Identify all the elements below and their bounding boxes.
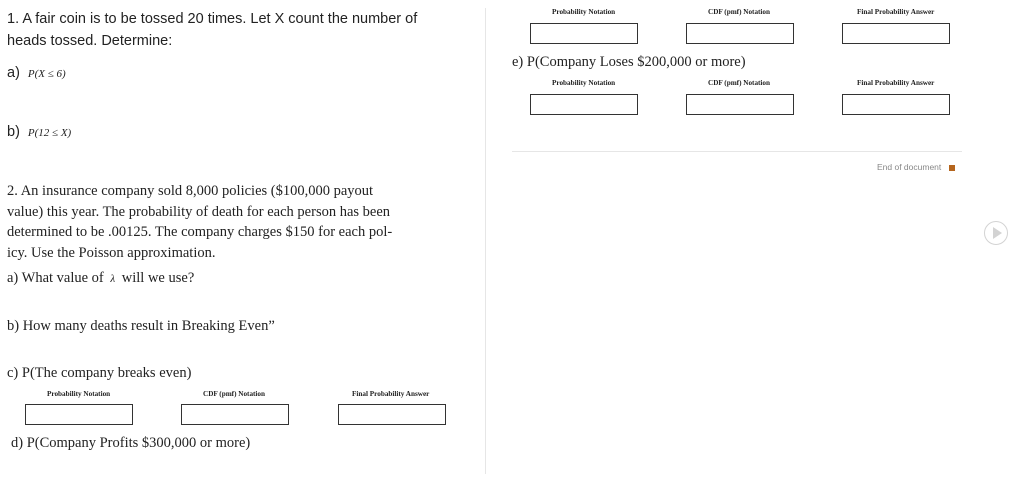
q1-part-b-expression: P(12 ≤ X)	[27, 127, 72, 139]
q2-part-a	[7, 268, 194, 290]
q2-prompt-line-2: value) this year. The probability of death for each person has been	[7, 203, 391, 220]
c-final-answer-label: Final Probability Answer	[352, 390, 430, 398]
c-final-answer-box[interactable]	[338, 404, 446, 425]
q1-part-b	[7, 121, 71, 143]
q1-line-2: heads tossed. Determine:	[7, 33, 173, 49]
c-prob-notation-box[interactable]	[25, 404, 133, 425]
q1-part-a	[7, 62, 66, 84]
e-cdf-notation-box[interactable]	[686, 94, 794, 115]
d-cdf-notation-label: CDF (pmf) Notation	[708, 8, 771, 16]
c-prob-notation-label: Probability Notation	[47, 390, 111, 398]
d-cdf-notation-box[interactable]	[686, 23, 794, 44]
e-final-answer-box[interactable]	[842, 94, 950, 115]
q2-prompt	[7, 181, 447, 263]
q2-part-a-text-after: will we use?	[121, 270, 195, 286]
c-cdf-notation-label: CDF (pmf) Notation	[203, 390, 266, 398]
end-of-document	[877, 162, 955, 172]
d-final-answer-label: Final Probability Answer	[857, 8, 935, 16]
q2-prompt-line-3: determined to be .00125. The company charges $150 for each pol-	[7, 224, 393, 240]
d-final-answer-box[interactable]	[842, 23, 950, 44]
d-prob-notation-box[interactable]	[530, 23, 638, 44]
q2-prompt-line-1: 2. An insurance company sold 8,000 policies ($100,000 payout	[7, 183, 374, 199]
e-prob-notation-box[interactable]	[530, 94, 638, 115]
q2-part-a-text-before: a) What value of	[7, 270, 104, 286]
end-divider	[512, 151, 962, 152]
e-prob-notation-label: Probability Notation	[552, 79, 616, 87]
c-cdf-notation-box[interactable]	[181, 404, 289, 425]
q1-part-b-label: b)	[7, 124, 20, 140]
q2-part-e: e) P(Company Loses $200,000 or more)	[512, 54, 746, 70]
lambda-symbol: λ	[110, 273, 116, 285]
q2-part-d: d) P(Company Profits $300,000 or more)	[11, 435, 251, 451]
e-final-answer-label: Final Probability Answer	[857, 79, 935, 87]
column-divider	[485, 8, 486, 474]
q1-part-a-expression: P(X ≤ 6)	[27, 68, 66, 80]
end-marker-square-icon	[949, 165, 955, 171]
end-of-document-text: End of document	[877, 162, 942, 172]
q2-prompt-line-4: icy. Use the Poisson approximation.	[7, 244, 216, 261]
q2-part-c: c) P(The company breaks even)	[7, 365, 192, 381]
d-prob-notation-label: Probability Notation	[552, 8, 616, 16]
play-icon[interactable]	[984, 221, 1008, 245]
q1-line-1: 1. A fair coin is to be tossed 20 times. Let X count the number of	[7, 11, 418, 27]
q1-part-a-label: a)	[7, 65, 20, 81]
q2-part-b: b) How many deaths result in Breaking Even”	[7, 318, 275, 334]
e-cdf-notation-label: CDF (pmf) Notation	[708, 79, 771, 87]
